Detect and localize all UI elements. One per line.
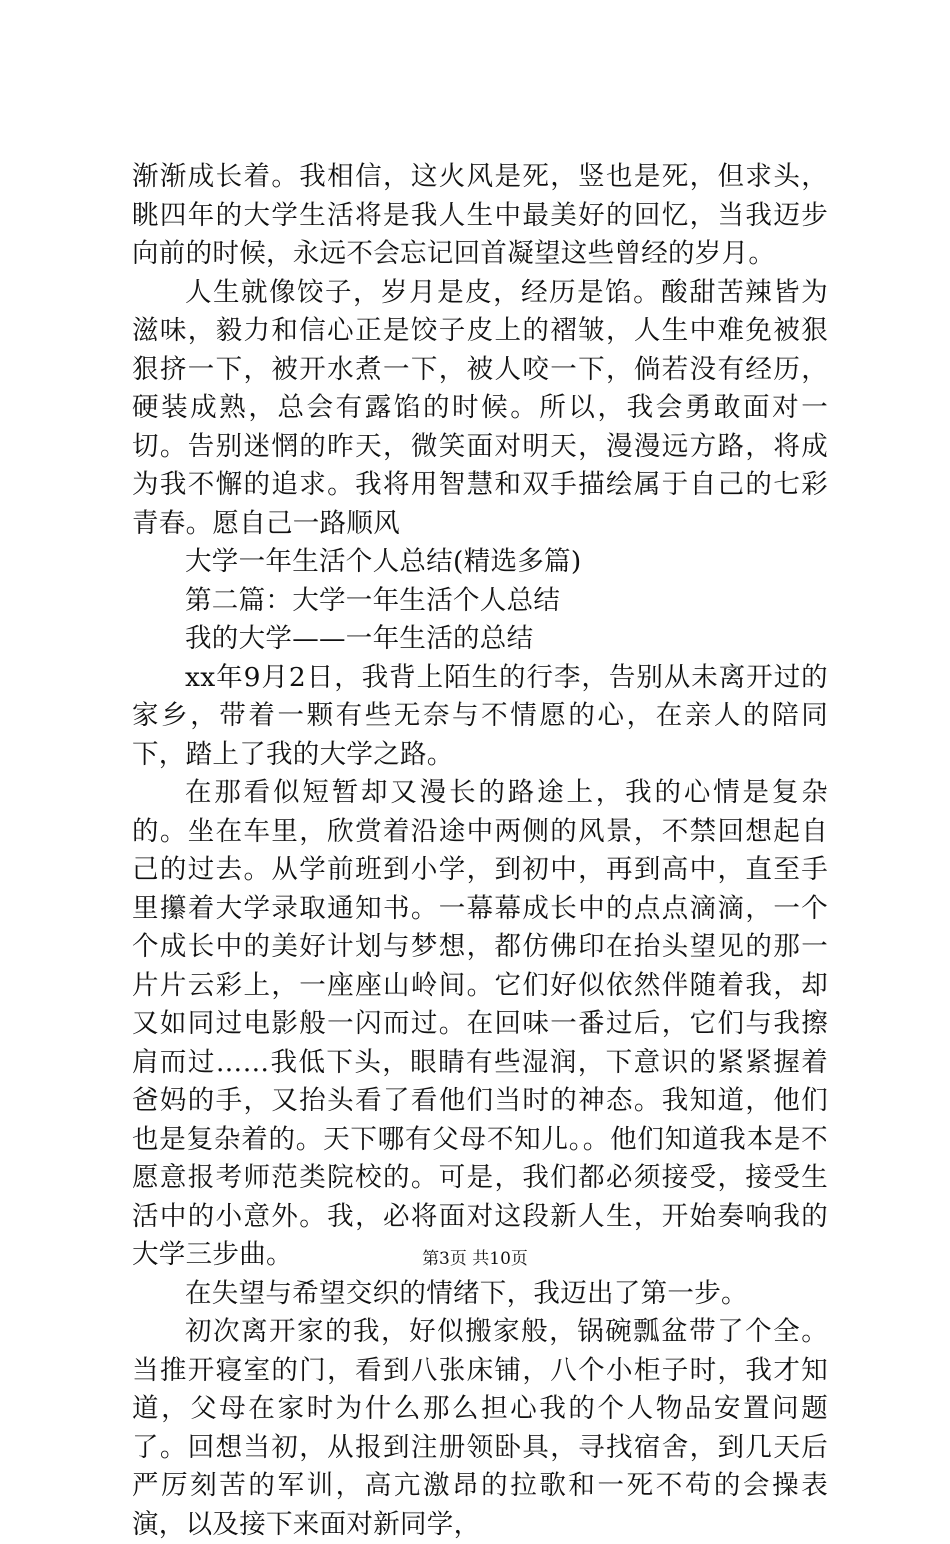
paragraph-3: xx年9月2日，我背上陌生的行李，告别从未离开过的家乡，带着一颗有些无奈与不情愿的心，在亲人的陪同下，踏上了我的大学之路。 (132, 661, 828, 770)
heading-subtitle: 我的大学——一年生活的总结 (185, 623, 534, 654)
paragraph-6: 初次离开家的我，好似搬家般，锅碗瓢盆带了个全。当推开寝室的门，看到八张床铺，八个小柜子时，我才知道，父母在家时为什么那么担心我的个人物品安置问题了。回想当初，从报到注册领卧具，寻找宿舍，到几天后严厉刻苦的军训，高亢激昂的拉歌和一死不苟的会操表演，以及接下来面对新同学， (132, 1316, 828, 1540)
heading-title: 大学一年生活个人总结(精选多篇) (185, 546, 582, 577)
paragraph-1: 渐渐成长着。我相信，这火风是死，竖也是死，但求头，眺四年的大学生活将是我人生中最美好的回忆，当我迈步向前的时候，永远不会忘记回首凝望这些曾经的岁月。 (132, 161, 828, 269)
page-number-footer: 第3页 共10页 (422, 1249, 528, 1269)
paragraph-2: 人生就像饺子，岁月是皮，经历是馅。酸甜苦辣皆为滋味，毅力和信心正是饺子皮上的褶皱，人生中难免被狠狠挤一下，被开水煮一下，被人咬一下，倘若没有经历，硬装成熟，总会有露馅的时候。所以，我会勇敢面对一切。告别迷惘的昨天，微笑面对明天，漫漫远方路，将成为我不懈的追求。我将用智慧和双手描绘属于自己的七彩青春。愿自己一路顺风 (132, 276, 828, 539)
heading-chapter-two: 第二篇：大学一年生活个人总结 (185, 584, 561, 616)
paragraph-4: 在那看似短暂却又漫长的路途上，我的心情是复杂的。坐在车里，欣赏着沿途中两侧的风景，不禁回想起自己的过去。从学前班到小学，到初中，再到高中，直至手里攥着大学录取通知书。一幕幕成长中的点点滴滴，一个个成长中的美好计划与梦想，都仿佛印在抬头望见的那一片片云彩上，一座座山岭间。它们好似依然伴随着我，却又如同过电影般一闪而过。在回味一番过后，它们与我擦肩而过……我低下头，眼睛有些湿润，下意识的紧紧握着爸妈的手，又抬头看了看他们当时的神态。我知道，他们也是复杂着的。天下哪有父母不知儿。。他们知道我本是不愿意报考师范类院校的。可是，我们都必须接受，接受生活中的小意外。我，必将面对这段新人生，开始奏响我的大学三步曲。 (132, 777, 828, 1270)
paragraph-5: 在失望与希望交织的情绪下，我迈出了第一步。 (185, 1277, 748, 1309)
document-body (132, 158, 828, 1544)
